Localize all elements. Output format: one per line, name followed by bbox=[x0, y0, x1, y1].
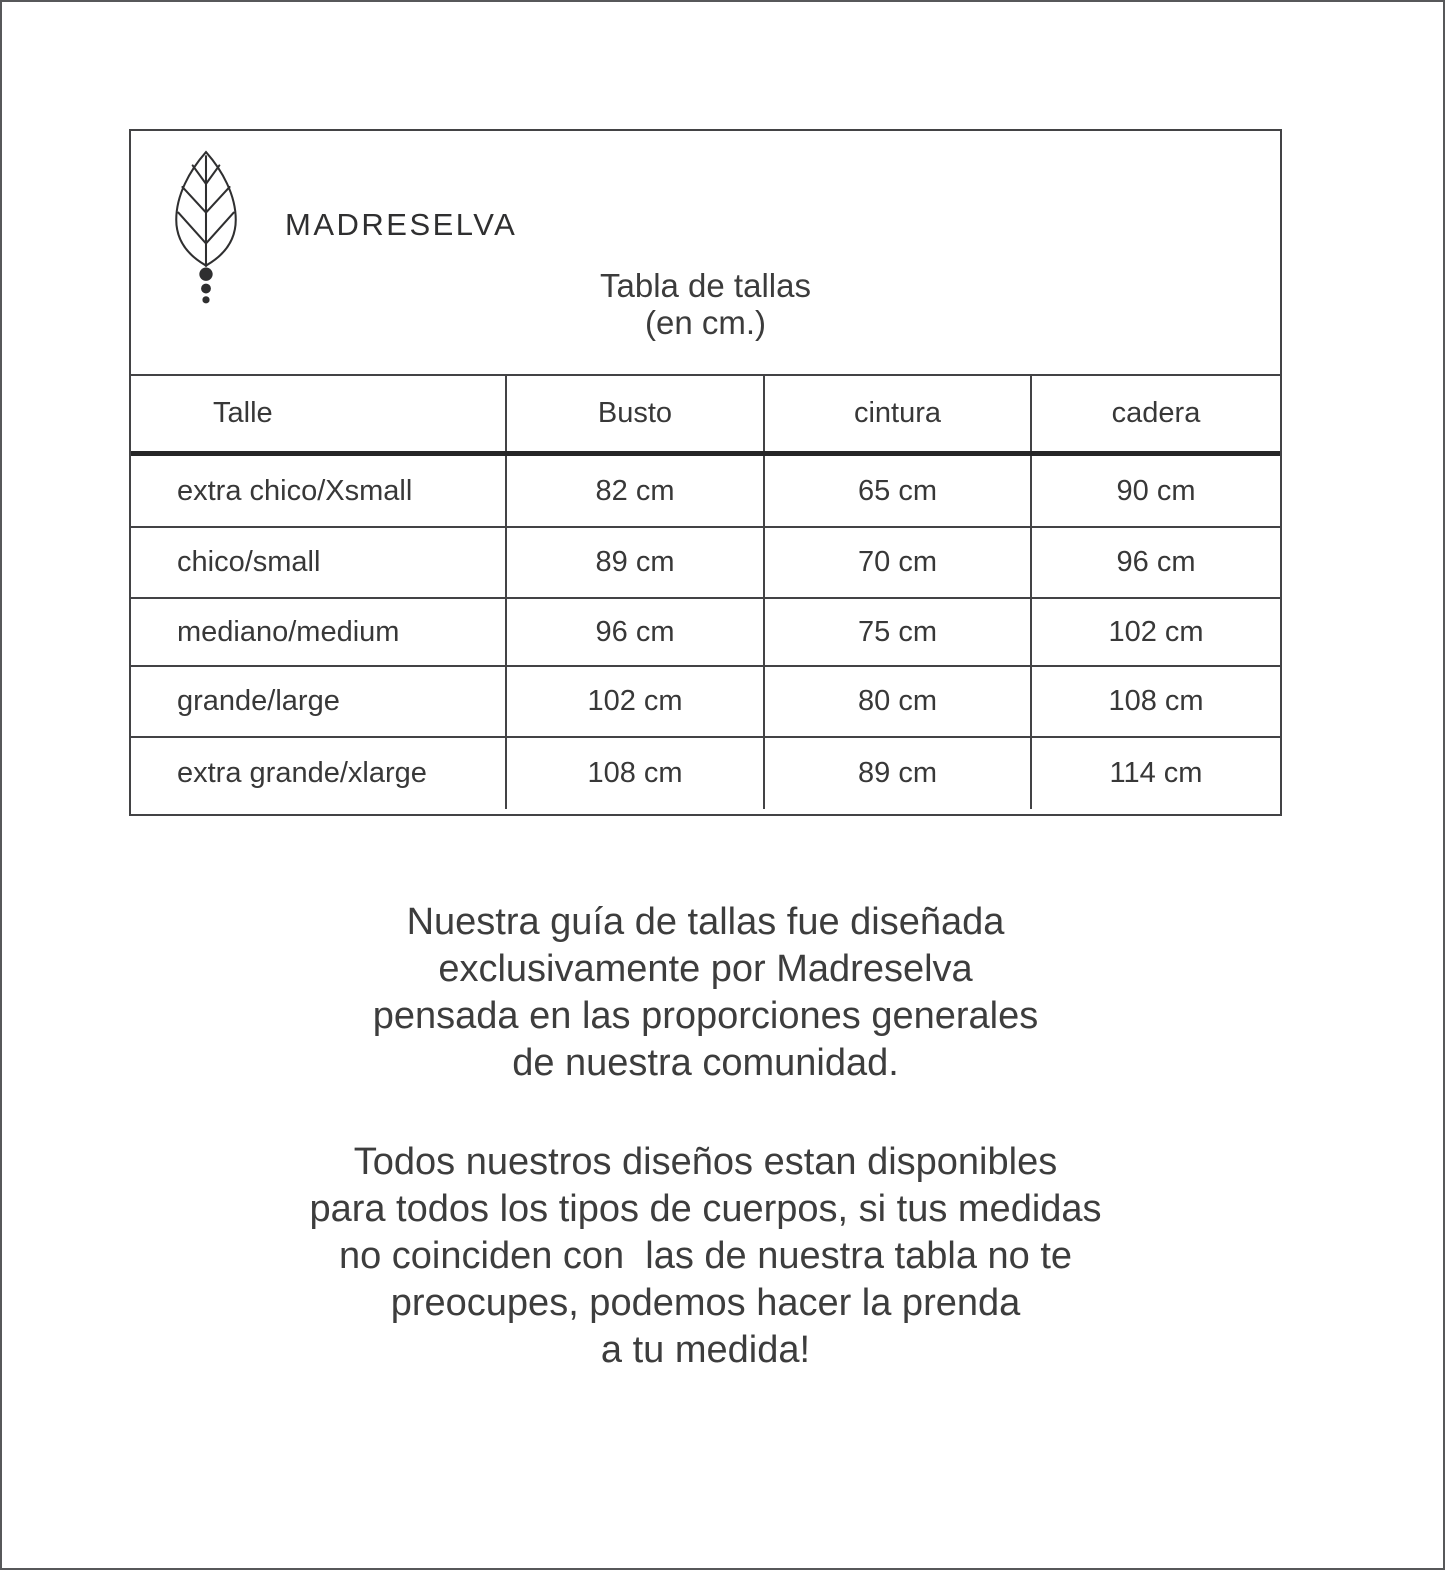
busto-cell: 82 cm bbox=[505, 456, 763, 526]
chart-title-block bbox=[131, 267, 1280, 341]
cadera-cell: 102 cm bbox=[1030, 599, 1280, 665]
busto-cell: 102 cm bbox=[505, 667, 763, 736]
note-line: exclusivamente por Madreselva bbox=[438, 948, 973, 990]
busto-cell: 89 cm bbox=[505, 528, 763, 597]
header-cell-talle: Talle bbox=[213, 397, 273, 429]
chart-subtitle: (en cm.) bbox=[644, 304, 766, 341]
chart-title: Tabla de tallas bbox=[600, 267, 811, 304]
busto-cell: 108 cm bbox=[505, 738, 763, 809]
cadera-cell: 96 cm bbox=[1030, 528, 1280, 597]
cintura-cell: 80 cm bbox=[763, 667, 1030, 736]
note-paragraph-custom-size bbox=[129, 1139, 1282, 1374]
table-row bbox=[131, 736, 1280, 809]
size-name-cell: extra chico/Xsmall bbox=[177, 474, 413, 507]
size-chart-card bbox=[129, 129, 1282, 816]
cintura-cell: 65 cm bbox=[763, 456, 1030, 526]
busto-cell: 96 cm bbox=[505, 599, 763, 665]
header-cell-busto: Busto bbox=[505, 376, 763, 451]
note-line: Nuestra guía de tallas fue diseñada bbox=[406, 901, 1005, 943]
size-table bbox=[131, 374, 1280, 809]
size-name-cell: grande/large bbox=[177, 685, 340, 717]
table-row bbox=[131, 665, 1280, 736]
cadera-cell: 90 cm bbox=[1030, 456, 1280, 526]
cintura-cell: 70 cm bbox=[763, 528, 1030, 597]
note-line: Todos nuestros diseños estan disponibles bbox=[353, 1141, 1058, 1183]
note-line: para todos los tipos de cuerpos, si tus medidas bbox=[309, 1188, 1102, 1230]
cintura-cell: 75 cm bbox=[763, 599, 1030, 665]
cintura-cell: 89 cm bbox=[763, 738, 1030, 809]
size-name-cell: extra grande/xlarge bbox=[177, 757, 427, 789]
table-header-row bbox=[131, 376, 1280, 456]
note-line: a tu medida! bbox=[600, 1329, 811, 1371]
note-line: preocupes, podemos hacer la prenda bbox=[390, 1282, 1021, 1324]
header-cell-cintura: cintura bbox=[763, 376, 1030, 451]
note-paragraph-design bbox=[129, 899, 1282, 1087]
cadera-cell: 114 cm bbox=[1030, 738, 1280, 809]
header-cell-cadera: cadera bbox=[1030, 376, 1280, 451]
size-name-cell: mediano/medium bbox=[177, 615, 400, 648]
table-row bbox=[131, 456, 1280, 526]
table-row bbox=[131, 526, 1280, 597]
table-row bbox=[131, 597, 1280, 665]
note-line: de nuestra comunidad. bbox=[512, 1042, 899, 1084]
note-line: pensada en las proporciones generales bbox=[372, 995, 1039, 1037]
size-name-cell: chico/small bbox=[177, 546, 321, 578]
brand-wordmark: MADRESELVA bbox=[285, 207, 518, 242]
cadera-cell: 108 cm bbox=[1030, 667, 1280, 736]
note-line: no coinciden con las de nuestra tabla no te bbox=[338, 1235, 1073, 1277]
